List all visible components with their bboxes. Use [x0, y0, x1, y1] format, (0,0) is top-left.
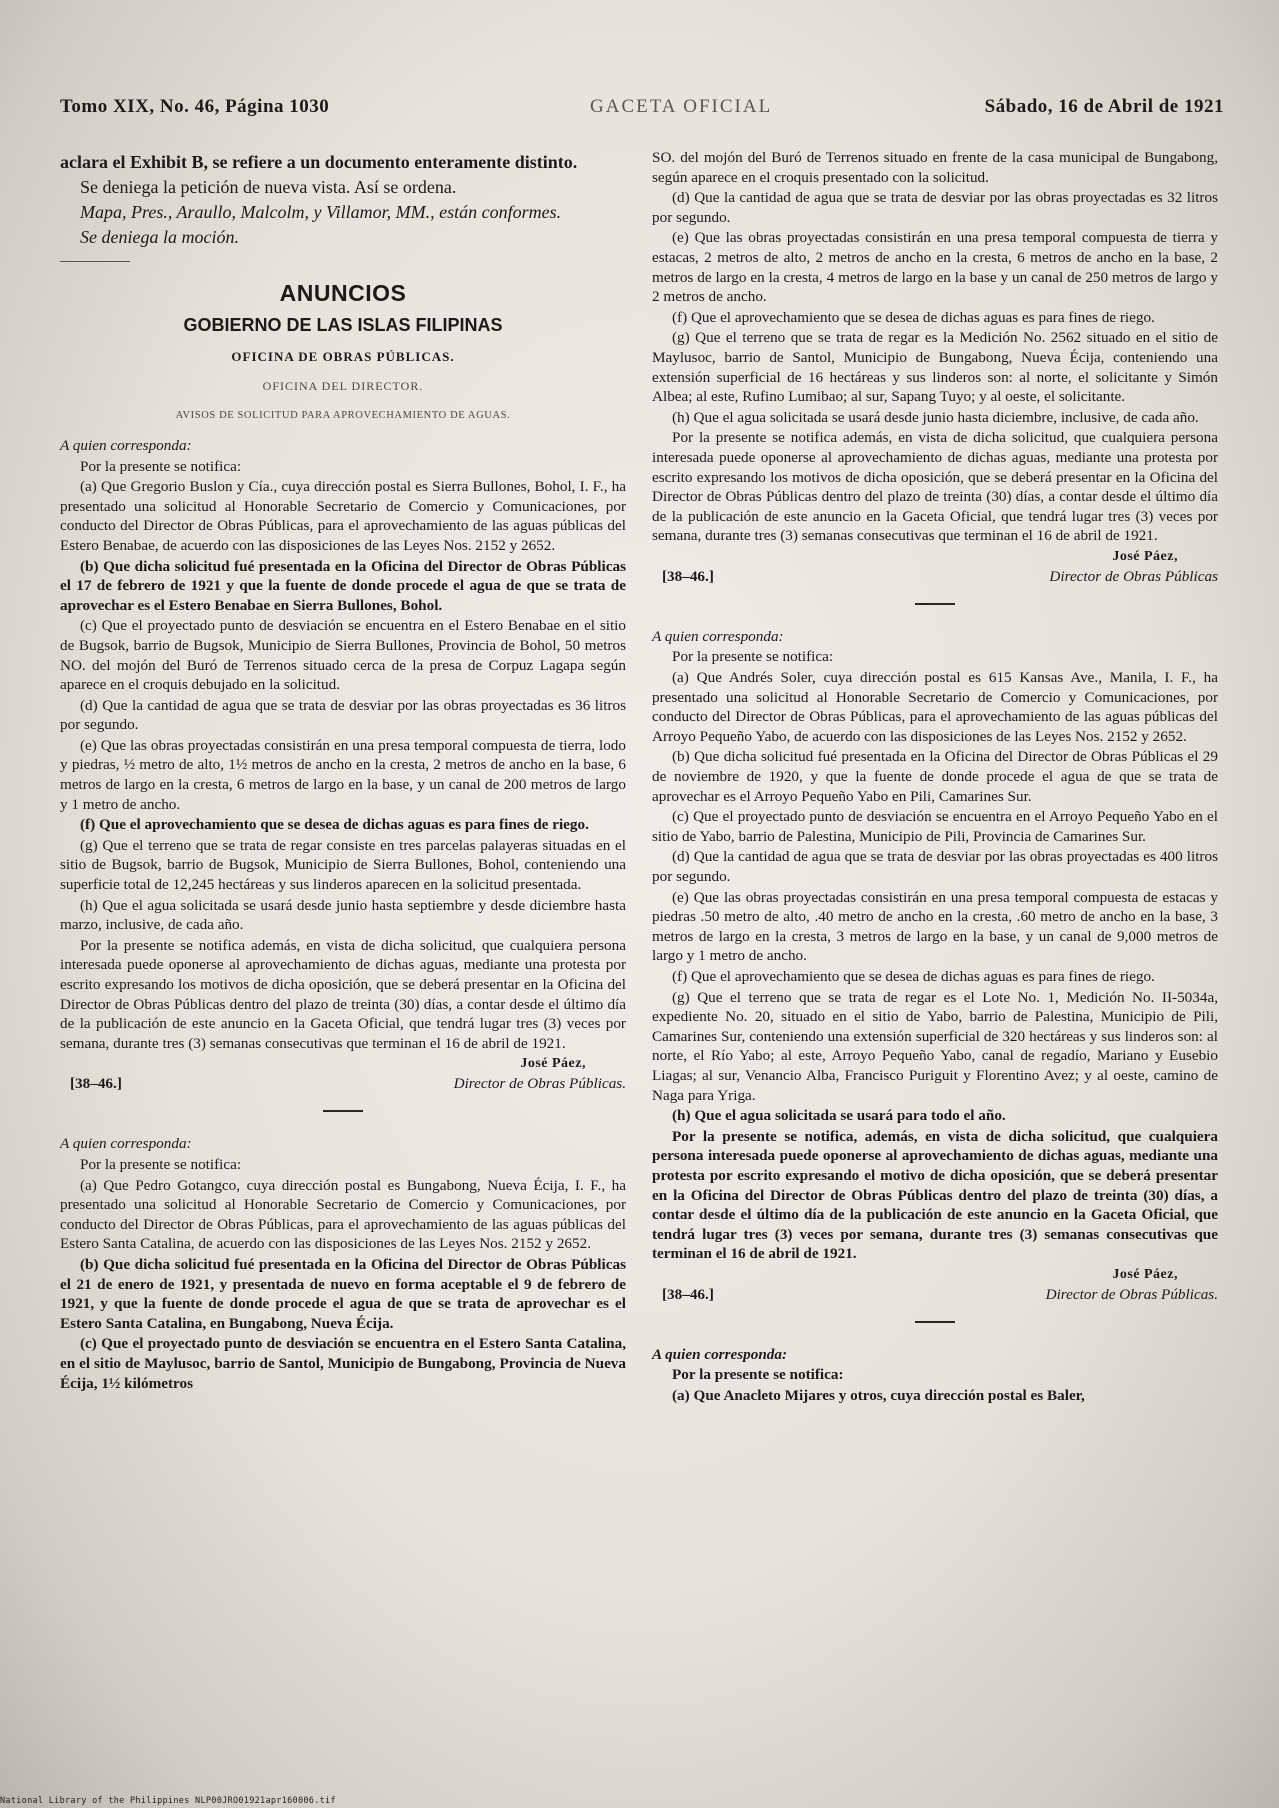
- notice-clause-f: (f) Que el aprovechamiento que se desea de dichas aguas es para fines de riego.: [672, 967, 1155, 985]
- notice-opposition-text: Por la presente se notifica además, en vista de dicha solicitud, que cualquiera persona interesada puede oponerse al aprovechamiento de dichas aguas, mediante una protesta por escrito expresando los motivos de dicha oposición, que se deberá presentar en la Oficina del Director de Obras Públicas dentro del plazo de treinta (30) días, a contar desde el último día de la publicación de este anuncio en la Gaceta Oficial, que tendrá lugar tres (3) veces por semana, durante tres (3) semanas consecutivas que terminan el 16 de abril de 1921.: [652, 429, 1218, 545]
- scan-footer: National Library of the Philippines NLP00JRO01921apr160006.tif: [0, 1796, 336, 1806]
- heading-avisos: AVISOS DE SOLICITUD PARA APROVECHAMIENTO DE AGUAS.: [175, 410, 511, 422]
- notice-clause-d: (d) Que la cantidad de agua que se trata de desviar por las obras proyectadas es 32 litros por segundo.: [652, 189, 1218, 226]
- notice-clause-h: (h) Que el agua solicitada se usará desde junio hasta septiembre y desde diciembre hasta marzo, inclusive, de cada año.: [60, 896, 626, 934]
- signatory-title: Director de Obras Públicas.: [453, 1075, 626, 1093]
- notice-clause-b: (b) Que dicha solicitud fué presentada en la Oficina del Director de Obras Públicas el 29 de noviembre de 1920, y que la fuente de donde procede el agua de que se trata de aprovechar es el Arroyo Pequeño Yabo en Pili, Camarines Sur.: [652, 748, 1218, 805]
- notice-reference: [38–46.]: [70, 1075, 122, 1093]
- notice-opposition-text: Por la presente se notifica además, en vista de dicha solicitud, que cualquiera persona interesada puede oponerse al aprovechamiento de dichas aguas, mediante una protesta por escrito expresando los motivos de dicha oposición, que se deberá presentar en la Oficina del Director de Obras Públicas dentro del plazo de treinta (30) días, a contar desde el último día de la publicación de este anuncio en la Gaceta Oficial, que tendrá lugar tres (3) veces por semana, durante tres (3) semanas consecutivas que terminan el 16 de abril de 1921.: [60, 936, 626, 1052]
- signatory-name: José Páez,: [1112, 1266, 1178, 1282]
- notice-clause-g: (g) Que el terreno que se trata de regar es el Lote No. 1, Medición No. II-5034a, expediente No. 20, situado en el sitio de Yabo, barrio de Palestina, Municipio de Pili, Camarines Sur, conteniendo una extensión superficial de 320 hectáreas y sus linderos son: al norte, el Río Yabo; al este, Arroyo Pequeño Yabo, canal de regadío, Mariano y Eusebio Liagas; al sur, Venancio Alba, Francisco Puriguit y Florentino Avez; y al oeste, camino de Naga para Yriga.: [652, 988, 1218, 1104]
- notice-divider: [915, 603, 955, 605]
- notice-clause-e: (e) Que las obras proyectadas consistirán en una presa temporal compuesta de tierra y estacas, 2 metros de alto, 2 metros de ancho en la cresta, 6 metros de ancho en la base, 2 metros de largo en la cresta, 4 metros de largo en la base y un canal de 250 metros de largo y 2 metros de ancho.: [652, 229, 1218, 306]
- signatory-name: José Páez,: [520, 1056, 586, 1072]
- notice-reference: [38–46.]: [662, 1285, 714, 1303]
- heading-gobierno: GOBIERNO DE LAS ISLAS FILIPINAS: [183, 314, 503, 335]
- right-column: [652, 148, 1218, 1407]
- notice-clause-a: (a) Que Gregorio Buslon y Cía., cuya dirección postal es Sierra Bullones, Bohol, I. F., ha presentado una solicitud al Honorable Secretario de Comercio y Comunicaciones, por conducto del Director de Obras Públicas, para el aprovechamiento de las aguas públicas del Estero Benabae, de acuerdo con las disposiciones de las Leyes Nos. 2152 y 2652.: [60, 478, 626, 554]
- notice-divider: [915, 1321, 955, 1323]
- notice-clause-c: (c) Que el proyectado punto de desviación se encuentra en el Arroyo Pequeño Yabo en el sitio de Yabo, barrio de Palestina, Municipio de Pili, Provincia de Camarines Sur.: [652, 808, 1218, 845]
- notice-clause-b: (b) Que dicha solicitud fué presentada en la Oficina del Director de Obras Públicas el 21 de enero de 1921, y presentada de nuevo en forma aceptable el 9 de febrero de 1921, y que la fuente de donde procede el agua de que se trata de aprovechar es el Estero Santa Catalina, en Bungabong, Nueva Écija.: [60, 1255, 626, 1332]
- previous-article-text: Mapa, Pres., Araullo, Malcolm, y Villamor, MM., están conformes.: [80, 202, 562, 222]
- notice-clause-a: (a) Que Andrés Soler, cuya dirección postal es 615 Kansas Ave., Manila, I. F., ha presentado una solicitud al Honorable Secretario de Comercio y Comunicaciones, por conducto del Director de Obras Públicas, para el aprovechamiento de las aguas públicas del Arroyo Pequeño Yabo, de acuerdo con las disposiciones de las Leyes Nos. 2152 y 2652.: [652, 669, 1218, 745]
- notice-intro: Por la presente se notifica:: [80, 457, 242, 475]
- notice-intro: Por la presente se notifica:: [80, 1155, 242, 1173]
- notice-signature: [652, 1265, 1218, 1307]
- signatory-title: Director de Obras Públicas: [1049, 567, 1218, 585]
- header-volume: Tomo XIX, No. 46, Página 1030: [60, 96, 330, 117]
- signatory-title: Director de Obras Públicas.: [1045, 1285, 1218, 1303]
- notice-salutation: A quien corresponda:: [652, 627, 784, 645]
- notice-divider: [323, 1110, 363, 1112]
- left-column: [60, 150, 626, 1394]
- notice-reference: [38–46.]: [662, 567, 714, 585]
- notice-clause-h: (h) Que el agua solicitada se usará desde junio hasta diciembre, inclusive, de cada año.: [672, 408, 1199, 426]
- notice-clause-c: (c) Que el proyectado punto de desviación se encuentra en el Estero Benabae en el sitio de Bugsok, barrio de Bugsok, Municipio de Sierra Bullones, Provincia de Bohol, 50 metros NO. del mojón del Buró de Terrenos situado cerca de la presa de Corpuz Lagapa según aparece en el croquis debujado en la solicitud.: [60, 617, 626, 694]
- notice-continuation: SO. del mojón del Buró de Terrenos situado en frente de la casa municipal de Bungabong, según aparece en el croquis presentado con la solicitud.: [652, 149, 1218, 186]
- notice-clause-h: (h) Que el agua solicitada se usará para todo el año.: [672, 1107, 1006, 1125]
- notice-clause-a: (a) Que Pedro Gotangco, cuya dirección postal es Bungabong, Nueva Écija, I. F., ha presentado una solicitud al Honorable Secretario de Comercio y Comunicaciones, por conducto del Director de Obras Públicas, para el aprovechamiento de las aguas públicas del Estero Santa Catalina, de acuerdo con las disposiciones de las Leyes Nos. 2152 y 2652.: [60, 1176, 626, 1253]
- previous-article-text: aclara el Exhibit B, se refiere a un documento enteramente distinto.: [60, 152, 578, 172]
- notice-salutation: A quien corresponda:: [60, 436, 192, 454]
- notice-salutation: A quien corresponda:: [652, 1345, 788, 1363]
- heading-director: OFICINA DEL DIRECTOR.: [262, 378, 424, 393]
- notice-intro: Por la presente se notifica:: [672, 1366, 844, 1384]
- notice-opposition-text: Por la presente se notifica, además, en vista de dicha solicitud, que cualquiera persona interesada puede oponerse al aprovechamiento de dichas aguas, mediante una protesta por escrito expresando el motivo de dicha oposición, que se deberá presentar en la Oficina del Director de Obras Públicas dentro del plazo de treinta (30) días, a contar desde el último día de la publicación de este anuncio en la Gaceta Oficial, que tendrá lugar tres (3) veces por semana, durante tres (3) semanas consecutivas que terminan el 16 de abril de 1921.: [652, 1127, 1218, 1263]
- signatory-name: José Páez,: [1112, 548, 1178, 564]
- notice-clause-e: (e) Que las obras proyectadas consistirán en una presa temporal compuesta de tierra, lodo y piedras, ½ metro de alto, 1½ metros de ancho en la cresta, 2 metros de ancho en la base, 6 metros de largo en la cresta, 6 metros de largo en la base, y un canal de 200 metros de largo y 1 metro de ancho.: [60, 736, 626, 813]
- previous-article-text: Se deniega la petición de nueva vista. Así se ordena.: [80, 177, 457, 197]
- notice-intro: Por la presente se notifica:: [672, 648, 834, 666]
- notice-clause-f: (f) Que el aprovechamiento que se desea de dichas aguas es para fines de riego.: [80, 816, 589, 834]
- notice-clause-c: (c) Que el proyectado punto de desviación se encuentra en el Estero Santa Catalina, en el sitio de Maylusoc, barrio de Santol, Municipio de Bungabong, Provincia de Nueva Écija, 1½ kilómetros: [60, 1335, 626, 1392]
- header-publication-title: GACETA OFICIAL: [590, 96, 773, 117]
- notice-signature: [60, 1054, 626, 1096]
- notice-clause-e: (e) Que las obras proyectadas consistirán en una presa temporal compuesta de estacas y piedras .50 metro de alto, .40 metro de ancho en la cresta, .60 metro de ancho en la base, 3 metros de largo en la cresta, 3 metros de largo en la base, y un canal de 9,000 metros de largo y 1 metro de ancho.: [652, 888, 1218, 965]
- notice-clause-d: (d) Que la cantidad de agua que se trata de desviar por las obras proyectadas es 400 litros por segundo.: [652, 848, 1218, 885]
- notice-clause-b: (b) Que dicha solicitud fué presentada en la Oficina del Director de Obras Públicas el 17 de febrero de 1921 y que la fuente de donde procede el agua de que se trata de aprovechar es el Estero Benabae en Sierra Bullones, Bohol.: [60, 557, 626, 614]
- notice-salutation: A quien corresponda:: [60, 1135, 192, 1153]
- header-date: Sábado, 16 de Abril de 1921: [984, 96, 1224, 117]
- page-header: [60, 96, 1224, 126]
- notice-signature: [652, 547, 1218, 589]
- notice-clause-a: (a) Que Anacleto Mijares y otros, cuya dirección postal es Baler,: [672, 1387, 1085, 1405]
- section-divider: [60, 261, 130, 262]
- section-heading-anuncios: ANUNCIOS: [279, 280, 407, 306]
- notice-clause-d: (d) Que la cantidad de agua que se trata de desviar por las obras proyectadas es 36 litros por segundo.: [60, 696, 626, 734]
- notice-clause-g: (g) Que el terreno que se trata de regar es la Medición No. 2562 situado en el sitio de Maylusoc, barrio de Santol, Municipio de Bungabong, Nueva Écija, conteniendo una extensión superficial de 16 hectáreas y sus linderos son: al norte, el solicitante y Simón Albea; al este, Rufino Lumibao; al sur, Sapang Tuyo; y al oeste, el solicitante.: [652, 329, 1218, 406]
- notice-clause-g: (g) Que el terreno que se trata de regar consiste en tres parcelas palayeras situadas en el sitio de Bugsok, barrio de Bugsok, Municipio de Sierra Bullones, Bohol, conteniendo una superficie total de 12,245 hectáreas y sus linderos aparecen en la solicitud presentada.: [60, 836, 626, 894]
- notice-clause-f: (f) Que el aprovechamiento que se desea de dichas aguas es para fines de riego.: [672, 308, 1155, 326]
- previous-article-text: Se deniega la moción.: [80, 227, 239, 247]
- heading-oficina: OFICINA DE OBRAS PÚBLICAS.: [231, 349, 455, 365]
